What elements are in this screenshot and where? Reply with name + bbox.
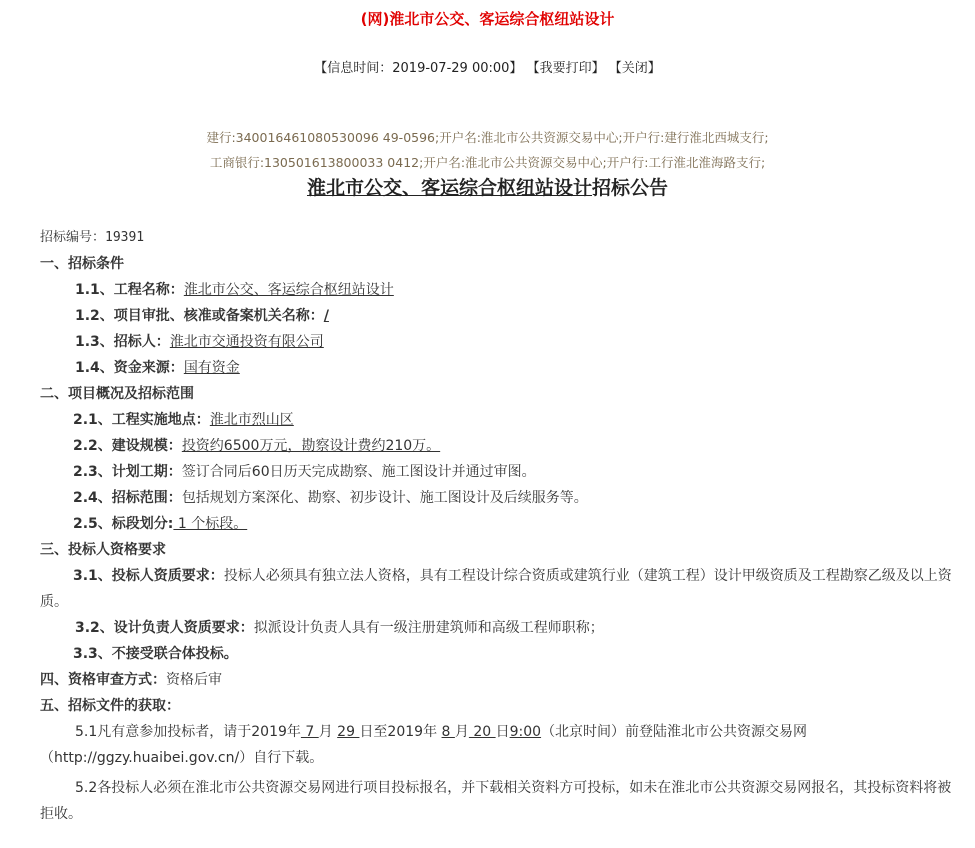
bank-account-icbc: 工商银行:130501613800033 0412;开户名:淮北市公共资源交易中心;开户行:工行淮北淮海路支行; xyxy=(209,155,766,170)
document-title-project: 淮北市公交、客运综合枢纽站设计 xyxy=(306,177,592,199)
item-3-3: 3.3、不接受联合体投标。 xyxy=(73,646,238,662)
item-2-1-label: 2.1、工程实施地点： xyxy=(73,412,210,428)
section-3-heading: 三、投标人资格要求 xyxy=(40,542,166,558)
item-2-4-value: 包括规划方案深化、勘察、初步设计、施工图设计及后续服务等。 xyxy=(181,490,588,506)
item-1-1-value: 淮北市公交、客运综合枢纽站设计 xyxy=(183,282,394,298)
item-5-1-time: 9:00 xyxy=(509,724,542,740)
item-5-1-month1: 7 xyxy=(300,724,319,740)
item-2-2 xyxy=(40,433,965,459)
item-2-2-value: 投资约6500万元，勘察设计费约210万。 xyxy=(181,438,441,454)
item-3-2 xyxy=(40,615,965,641)
item-1-2 xyxy=(40,303,965,329)
document-title-suffix: 招标公告 xyxy=(592,177,669,199)
item-2-3 xyxy=(40,459,965,485)
item-3-2-value: 拟派设计负责人具有一级注册建筑师和高级工程师职称； xyxy=(253,620,604,636)
item-1-1 xyxy=(40,277,965,303)
page-title: (网)淮北市公交、客运综合枢纽站设计 xyxy=(360,10,615,28)
item-1-2-value: / xyxy=(323,308,329,324)
item-5-1-d: 月 xyxy=(454,724,469,740)
section-4-value: 资格后审 xyxy=(166,672,222,688)
item-1-3-label: 1.3、招标人： xyxy=(75,334,170,350)
item-5-1-a: 5.1凡有意参加投标者，请于2019年 xyxy=(75,724,301,740)
item-1-3 xyxy=(40,329,965,355)
item-2-3-label: 2.3、计划工期： xyxy=(73,464,182,480)
info-bar xyxy=(0,57,975,76)
item-1-2-label: 1.2、项目审批、核准或备案机关名称： xyxy=(75,308,324,324)
section-1-heading: 一、招标条件 xyxy=(40,256,124,272)
close-link[interactable]: 【关闭】 xyxy=(608,61,661,76)
bid-number: 招标编号：19391 xyxy=(40,230,145,245)
item-2-5-value: 1 个标段。 xyxy=(173,516,248,532)
item-2-1 xyxy=(40,407,965,433)
item-5-1-day2: 20 xyxy=(468,724,496,740)
document-body xyxy=(40,225,965,827)
item-5-1-c: 日至2019年 xyxy=(359,724,442,740)
item-5-1-month2: 8 xyxy=(441,724,455,740)
item-3-1-label: 3.1、投标人资质要求： xyxy=(73,568,224,584)
item-2-2-label: 2.2、建设规模： xyxy=(73,438,182,454)
item-3-1 xyxy=(40,563,965,615)
section-5-heading: 五、招标文件的获取： xyxy=(40,698,180,714)
item-2-4-label: 2.4、招标范围： xyxy=(73,490,182,506)
item-5-1-f: （北京时间）前登陆淮北市公共资源交易网（http://ggzy.huaibei.gov.cn/）自行下载。 xyxy=(40,724,808,766)
item-5-1-b: 月 xyxy=(318,724,338,740)
item-2-5 xyxy=(40,511,965,537)
item-3-2-label: 3.2、设计负责人资质要求： xyxy=(75,620,254,636)
item-5-1 xyxy=(40,719,965,771)
item-2-4 xyxy=(40,485,965,511)
item-5-1-day1: 29 xyxy=(337,724,360,740)
item-1-1-label: 1.1、工程名称： xyxy=(75,282,184,298)
item-2-3-value: 签订合同后60日历天完成勘察、施工图设计并通过审图。 xyxy=(181,464,536,480)
item-2-5-label: 2.5、标段划分: xyxy=(73,516,174,532)
document-title xyxy=(0,173,975,200)
item-2-1-value: 淮北市烈山区 xyxy=(209,412,294,428)
section-4-heading: 四、资格审查方式： xyxy=(40,672,166,688)
section-2-heading: 二、项目概况及招标范围 xyxy=(40,386,194,402)
item-5-2: 5.2各投标人必须在淮北市公共资源交易网进行项目投标报名，并下载相关资料方可投标，如未在淮北市公共资源交易网报名，其投标资料将被拒收。 xyxy=(40,780,952,822)
print-link[interactable]: 【我要打印】 xyxy=(526,61,605,76)
item-3-1-value: 投标人必须具有独立法人资格，具有工程设计综合资质或建筑行业（建筑工程）设计甲级资质及工程勘察乙级及以上资质。 xyxy=(40,568,952,610)
item-1-3-value: 淮北市交通投资有限公司 xyxy=(169,334,324,350)
item-5-1-e: 日 xyxy=(495,724,510,740)
item-1-4-label: 1.4、资金来源： xyxy=(75,360,184,376)
section-4 xyxy=(40,667,965,693)
item-1-4-value: 国有资金 xyxy=(183,360,240,376)
info-time: 【信息时间：2019-07-29 00:00】 xyxy=(314,61,523,76)
item-1-4 xyxy=(40,355,965,381)
bank-account-ccb: 建行:340016461080530096 49-0596;开户名:淮北市公共资源交易中心;开户行:建行淮北西城支行; xyxy=(206,130,769,145)
